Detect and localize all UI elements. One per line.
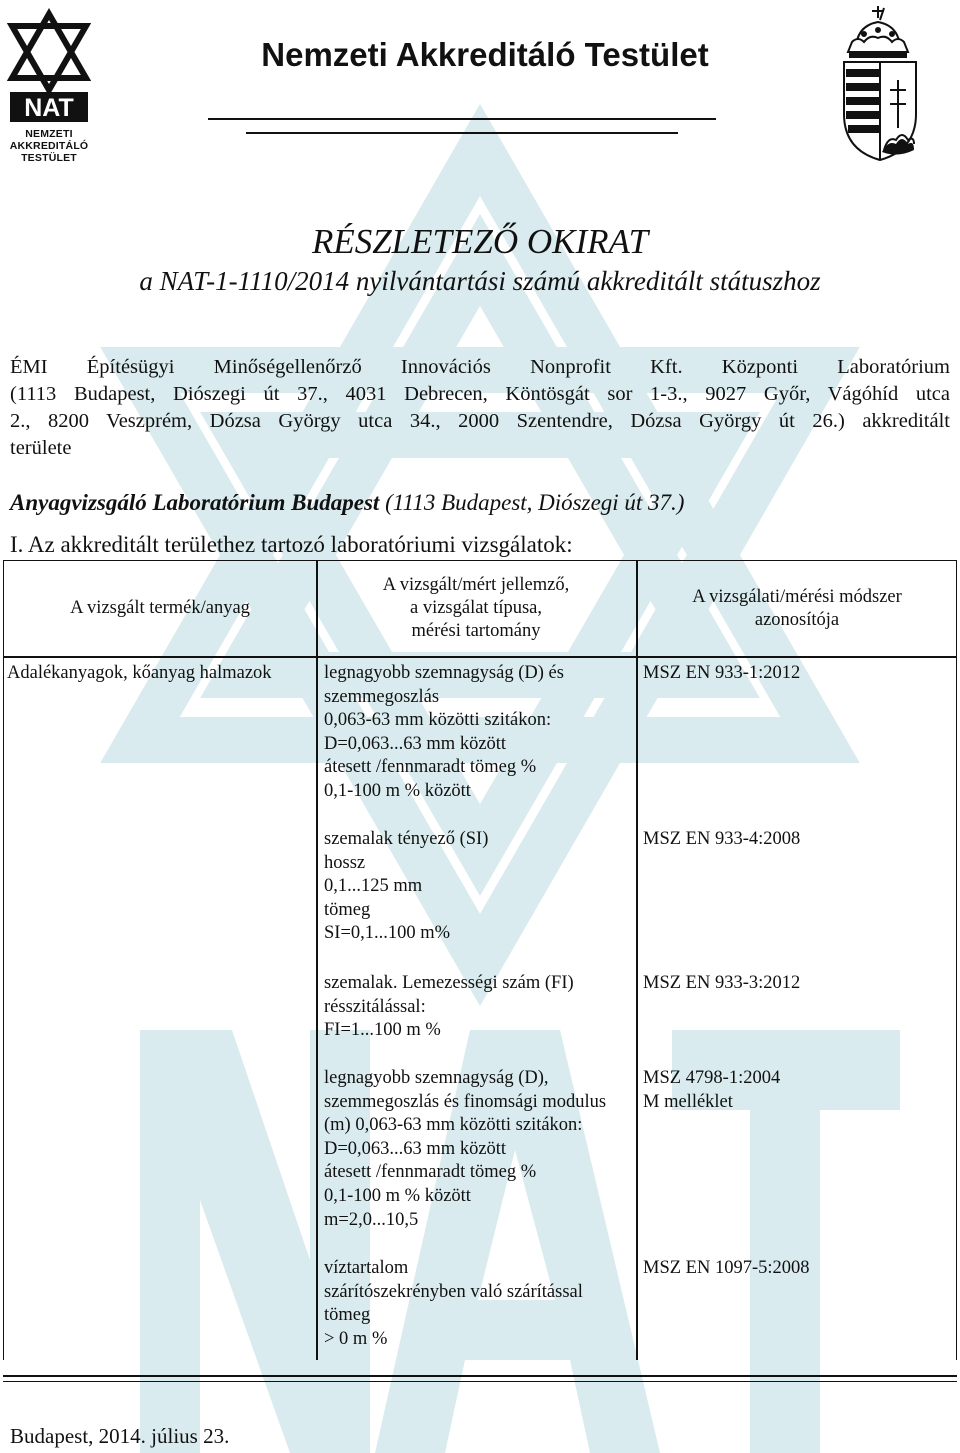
- cell-line: szárítószekrényben való szárítással: [324, 1281, 583, 1302]
- logo-caption-line: TESTÜLET: [21, 152, 77, 164]
- table-column-divider: [316, 560, 318, 1360]
- logo-caption-line: NEMZETI: [25, 128, 73, 140]
- cell-line: FI=1...100 m %: [324, 1020, 441, 1041]
- section-heading: I. Az akkreditált területhez tartozó laboratóriumi vizsgálatok:: [10, 532, 573, 557]
- table-cell-method: [643, 1257, 810, 1281]
- table-header-characteristic: [318, 574, 634, 643]
- cell-line: MSZ EN 933-3:2012: [643, 973, 801, 993]
- cell-line: résszitálással:: [324, 996, 426, 1017]
- cell-line: MSZ 4798-1:2004: [643, 1068, 781, 1088]
- cell-line: (m) 0,063-63 mm közötti szitákon:: [324, 1115, 583, 1136]
- document-title: RÉSZLETEZŐ OKIRAT: [311, 222, 649, 261]
- header-line: A vizsgált/mért jellemző,: [382, 575, 570, 595]
- header-rule: [246, 132, 678, 134]
- cell-line: > 0 m %: [324, 1328, 388, 1349]
- cell-line: hossz: [324, 852, 366, 873]
- cell-line: D=0,063...63 mm között: [324, 1138, 507, 1159]
- table-cell-method: [643, 972, 800, 996]
- nat-logo-caption: [6, 128, 92, 164]
- table-header-divider: [3, 656, 957, 658]
- organization-block: [10, 354, 950, 462]
- cell-line: víztartalom: [324, 1258, 409, 1278]
- cell-line: legnagyobb szemnagyság (D),: [324, 1068, 549, 1088]
- table-cell-method: [643, 662, 800, 686]
- cell-line: 0,063-63 mm közötti szitákon:: [324, 710, 552, 731]
- table-cell-method: [643, 1067, 780, 1114]
- cell-line: tömeg: [324, 1305, 371, 1326]
- header-line: A vizsgált termék/anyag: [70, 598, 250, 618]
- table-header-method: [638, 586, 956, 632]
- table-cell-characteristic: [324, 972, 574, 1043]
- cell-line: legnagyobb szemnagyság (D) és: [324, 663, 564, 683]
- hungarian-coat-of-arms-icon: [838, 4, 922, 164]
- table-header-product: [5, 597, 315, 620]
- header-line: a vizsgálat típusa,: [409, 598, 543, 618]
- organization-line: 2., 8200 Veszprém, Dózsa György utca 34., 2000 Szentendre, Dózsa György út 26.) akkreditált: [10, 410, 950, 432]
- table-cell-characteristic: [324, 1067, 606, 1232]
- org-title: Nemzeti Akkreditáló Testület: [261, 36, 709, 73]
- logo-caption-line: AKKREDITÁLÓ: [9, 140, 89, 152]
- cell-line: 0,1-100 m % között: [324, 1185, 471, 1206]
- cell-line: tömeg: [324, 899, 371, 920]
- organization-line: (1113 Budapest, Diószegi út 37., 4031 Debrecen, Köntösgát sor 1-3., 9027 Győr, Vágóhíd utca: [10, 383, 950, 405]
- cell-line: MSZ EN 933-4:2008: [643, 829, 801, 849]
- site-name: Anyagvizsgáló Laboratórium Budapest: [10, 490, 380, 515]
- table-cell-characteristic: [324, 828, 488, 946]
- header-line: mérési tartomány: [411, 621, 541, 641]
- document-subtitle: a NAT-1-1110/2014 nyilvántartási számú akkreditált státuszhoz: [139, 266, 821, 296]
- cell-line: átesett /fennmaradt tömeg %: [324, 1162, 537, 1183]
- table-column-divider: [636, 560, 638, 1360]
- nat-logo-mark-icon: [6, 8, 92, 126]
- cell-line: 0,1...125 mm: [324, 876, 423, 897]
- organization-line: ÉMI Építésügyi Minőségellenőrző Innovációs Nonprofit Kft. Központi Laboratórium: [10, 356, 950, 378]
- header-rule: [208, 118, 716, 120]
- cell-line: szemalak. Lemezességi szám (FI): [324, 973, 574, 993]
- cell-line: M melléklet: [643, 1091, 733, 1112]
- footer-rule: [3, 1381, 957, 1382]
- header-line: azonosítója: [754, 610, 840, 630]
- table-cell-method: [643, 828, 800, 852]
- cell-line: átesett /fennmaradt tömeg %: [324, 757, 537, 778]
- table-cell-characteristic: [324, 1257, 583, 1351]
- header-line: A vizsgálati/mérési módszer: [692, 587, 902, 607]
- cell-line: MSZ EN 1097-5:2008: [643, 1258, 810, 1278]
- cell-line: szemalak tényező (SI): [324, 829, 489, 849]
- organization-line: területe: [10, 437, 72, 459]
- footer-date: Budapest, 2014. július 23.: [10, 1424, 230, 1448]
- cell-line: MSZ EN 933-1:2012: [643, 663, 801, 683]
- footer-rule: [3, 1375, 957, 1377]
- cell-line: D=0,063...63 mm között: [324, 733, 507, 754]
- nat-logo-mark: NAT: [24, 94, 74, 122]
- site-address: (1113 Budapest, Diószegi út 37.): [385, 490, 685, 515]
- cell-line: 0,1-100 m % között: [324, 780, 471, 801]
- nat-logo: [6, 8, 92, 178]
- cell-line: m=2,0...10,5: [324, 1209, 419, 1230]
- cell-line: SI=0,1...100 m%: [324, 923, 451, 944]
- cell-line: szemmegoszlás és finomsági modulus: [324, 1091, 607, 1112]
- table-cell-product: Adalékanyagok, kőanyag halmazok: [7, 663, 272, 683]
- cell-line: szemmegoszlás: [324, 686, 440, 707]
- site-line: [10, 490, 950, 516]
- table-cell-characteristic: [324, 662, 564, 804]
